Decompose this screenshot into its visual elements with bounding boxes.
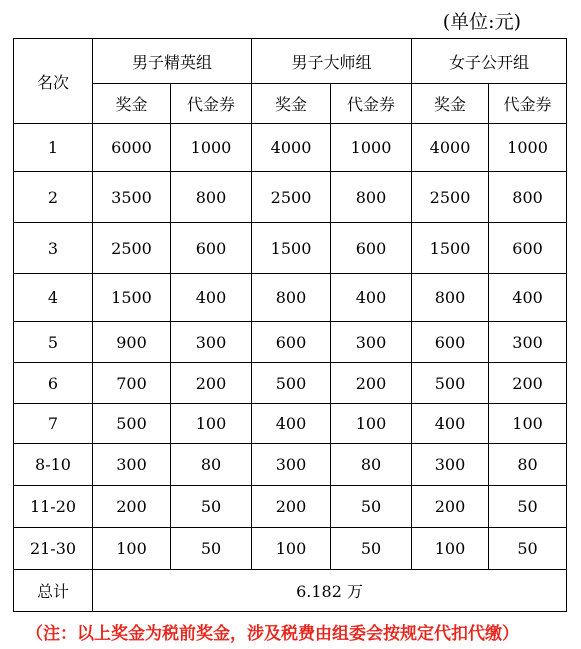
voucher-cell: 100 (489, 404, 567, 444)
rank-column-header: 名次 (14, 39, 93, 124)
rank-cell: 1 (14, 124, 93, 172)
voucher-cell: 200 (331, 363, 412, 404)
cash-prize-cell: 300 (412, 444, 489, 486)
cash-prize-cell: 500 (252, 363, 331, 404)
voucher-cell: 600 (489, 223, 567, 274)
voucher-cell: 200 (171, 363, 252, 404)
subheader-row (14, 84, 567, 124)
total-row (14, 570, 567, 612)
table-row (14, 172, 567, 223)
cash-prize-cell: 700 (93, 363, 171, 404)
table-row (14, 274, 567, 322)
voucher-cell: 300 (331, 322, 412, 363)
cash-prize-cell: 800 (412, 274, 489, 322)
cash-prize-cell: 2500 (412, 172, 489, 223)
prize-table-body (14, 124, 567, 570)
voucher-cell: 600 (331, 223, 412, 274)
unit-label: (单位:元) (442, 11, 521, 33)
voucher-cell: 50 (171, 486, 252, 528)
tax-note: （注：以上奖金为税前奖金，涉及税费由组委会按规定代扣代缴） (26, 624, 519, 644)
voucher-cell: 400 (331, 274, 412, 322)
cash-prize-cell: 300 (252, 444, 331, 486)
voucher-cell: 400 (171, 274, 252, 322)
table-row (14, 444, 567, 486)
subheader-voucher: 代金券 (489, 84, 567, 124)
voucher-cell: 800 (171, 172, 252, 223)
table-row (14, 404, 567, 444)
voucher-cell: 50 (331, 486, 412, 528)
rank-cell: 7 (14, 404, 93, 444)
rank-cell: 8-10 (14, 444, 93, 486)
voucher-cell: 50 (331, 528, 412, 570)
cash-prize-cell: 800 (252, 274, 331, 322)
cash-prize-cell: 900 (93, 322, 171, 363)
voucher-cell: 50 (489, 528, 567, 570)
cash-prize-cell: 400 (412, 404, 489, 444)
cash-prize-cell: 400 (252, 404, 331, 444)
cash-prize-cell: 100 (252, 528, 331, 570)
cash-prize-cell: 300 (93, 444, 171, 486)
table-row (14, 363, 567, 404)
subheader-cash: 奖金 (93, 84, 171, 124)
rank-cell: 2 (14, 172, 93, 223)
voucher-cell: 80 (489, 444, 567, 486)
group-header-women-open: 女子公开组 (412, 39, 567, 84)
rank-cell: 4 (14, 274, 93, 322)
cash-prize-cell: 1500 (252, 223, 331, 274)
voucher-cell: 50 (171, 528, 252, 570)
rank-cell: 3 (14, 223, 93, 274)
rank-cell: 6 (14, 363, 93, 404)
cash-prize-cell: 200 (412, 486, 489, 528)
rank-cell: 5 (14, 322, 93, 363)
total-label: 总计 (14, 570, 93, 612)
cash-prize-cell: 600 (252, 322, 331, 363)
voucher-cell: 600 (171, 223, 252, 274)
voucher-cell: 100 (171, 404, 252, 444)
voucher-cell: 300 (171, 322, 252, 363)
cash-prize-cell: 200 (252, 486, 331, 528)
cash-prize-cell: 500 (93, 404, 171, 444)
cash-prize-cell: 600 (412, 322, 489, 363)
cash-prize-cell: 100 (93, 528, 171, 570)
voucher-cell: 1000 (331, 124, 412, 172)
total-value: 6.182 万 (93, 570, 567, 612)
voucher-cell: 1000 (171, 124, 252, 172)
subheader-voucher: 代金券 (171, 84, 252, 124)
voucher-cell: 80 (171, 444, 252, 486)
cash-prize-cell: 1500 (93, 274, 171, 322)
voucher-cell: 1000 (489, 124, 567, 172)
voucher-cell: 300 (489, 322, 567, 363)
cash-prize-cell: 100 (412, 528, 489, 570)
cash-prize-cell: 2500 (93, 223, 171, 274)
rank-cell: 21-30 (14, 528, 93, 570)
cash-prize-cell: 4000 (412, 124, 489, 172)
group-header-row (14, 39, 567, 84)
cash-prize-cell: 200 (93, 486, 171, 528)
table-row (14, 486, 567, 528)
table-row (14, 528, 567, 570)
cash-prize-cell: 2500 (252, 172, 331, 223)
table-row (14, 223, 567, 274)
subheader-voucher: 代金券 (331, 84, 412, 124)
subheader-cash: 奖金 (252, 84, 331, 124)
cash-prize-cell: 500 (412, 363, 489, 404)
cash-prize-cell: 4000 (252, 124, 331, 172)
cash-prize-cell: 1500 (412, 223, 489, 274)
cash-prize-cell: 3500 (93, 172, 171, 223)
voucher-cell: 200 (489, 363, 567, 404)
rank-cell: 11-20 (14, 486, 93, 528)
voucher-cell: 50 (489, 486, 567, 528)
voucher-cell: 100 (331, 404, 412, 444)
subheader-cash: 奖金 (412, 84, 489, 124)
prize-table (13, 38, 567, 612)
group-header-men-master: 男子大师组 (252, 39, 412, 84)
group-header-men-elite: 男子精英组 (93, 39, 252, 84)
voucher-cell: 400 (489, 274, 567, 322)
table-row (14, 124, 567, 172)
cash-prize-cell: 6000 (93, 124, 171, 172)
voucher-cell: 80 (331, 444, 412, 486)
voucher-cell: 800 (331, 172, 412, 223)
voucher-cell: 800 (489, 172, 567, 223)
table-row (14, 322, 567, 363)
